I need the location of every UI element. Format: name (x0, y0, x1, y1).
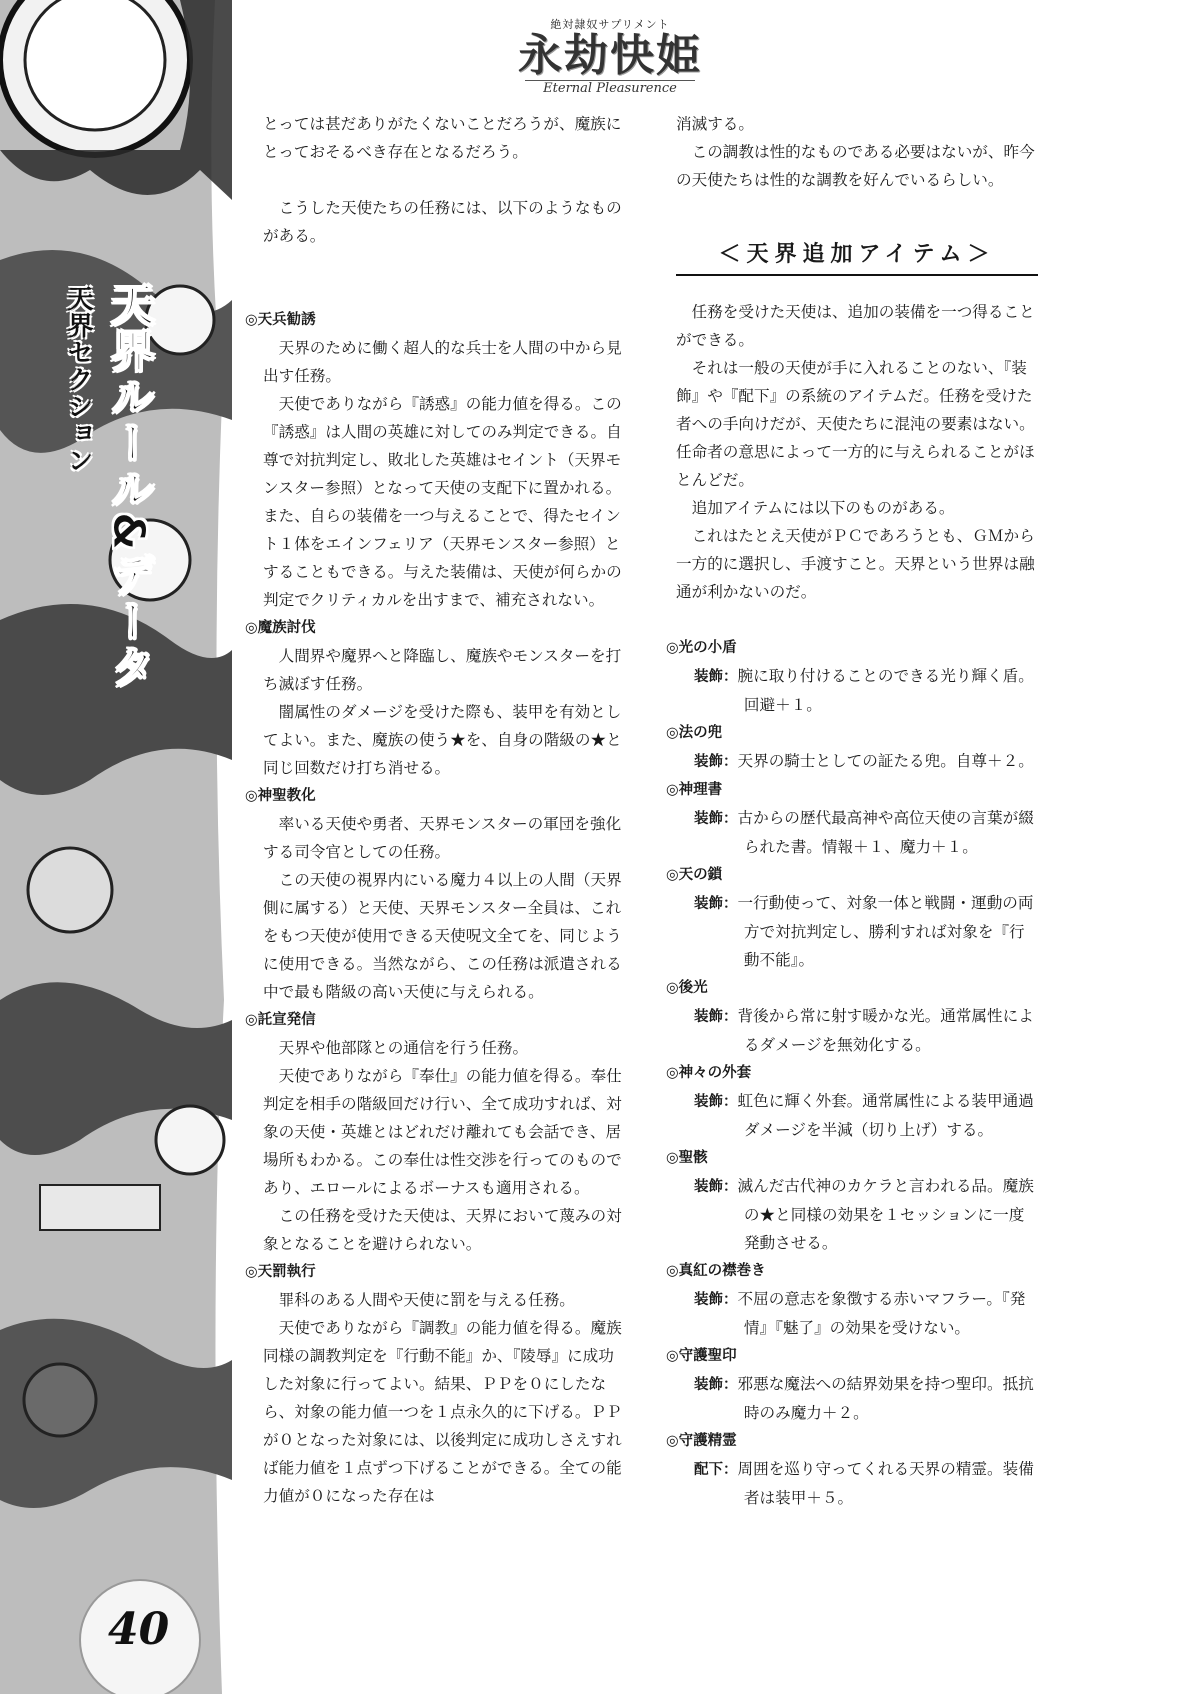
mission-heading: ◎神聖教化 (245, 788, 316, 804)
item-description: 邪悪な魔法への結界効果を持つ聖印。抵抗時のみ魔力＋２。 (737, 1375, 1034, 1422)
item-entry (666, 1427, 1038, 1512)
sidebar-section-title: 天界ルール&データ (103, 282, 154, 691)
mission-heading: ◎天罰執行 (245, 1264, 316, 1280)
item-name: ◎守護聖印 (666, 1348, 737, 1364)
item-name: ◎守護精霊 (666, 1433, 737, 1449)
item-name: ◎神理書 (666, 782, 723, 798)
item-type: 装飾： (694, 669, 738, 685)
mission-paragraph: 罪科のある人間や天使に罰を与える任務。 (278, 1291, 575, 1309)
item-entry (666, 1257, 1038, 1342)
items-intro: 任務を受けた天使は、追加の装備を一つ得ることができる。 (676, 303, 1035, 349)
item-type: 装飾： (694, 811, 738, 827)
mission-paragraph: 率いる天使や勇者、天界モンスターの軍団を強化する司令官としての任務。 (263, 815, 622, 861)
item-description: 腕に取り付けることのできる光り輝く盾。回避＋１。 (737, 667, 1034, 714)
item-name: ◎神々の外套 (666, 1065, 752, 1081)
mission-paragraph: この天使の視界内にいる魔力４以上の人間（天界側に属する）と天使、天界モンスター全員は、これをもつ天使が使用できる天使呪文全てを、同じように使用できる。当然ながら、この任務は派遣される中で最も階級の高い天使に与えられる。 (263, 871, 622, 1001)
mission-paragraph: 天使でありながら『奉仕』の能力値を得る。奉仕判定を相手の階級回だけ行い、全て成功すれば、対象の天使・英雄とはどれだけ離れても会話でき、居場所もわかる。この奉仕は性交渉を行ってのものであり、エロールによるボーナスも適用される。 (263, 1067, 622, 1197)
item-description: 古からの歴代最高神や高位天使の言葉が綴られた書。情報＋１、魔力＋１。 (737, 809, 1034, 856)
page-number: 40 (108, 1604, 170, 1655)
item-description: 一行動使って、対象一体と戦闘・運動の両方で対抗判定し、勝利すれば対象を『行動不能』。 (737, 894, 1034, 969)
item-name: ◎聖骸 (666, 1150, 708, 1166)
product-logo (505, 18, 715, 102)
item-entry (666, 1059, 1038, 1144)
intro-paragraph: とっては甚だありがたくないことだろうが、魔族にとっておそるべき存在となるだろう。 (263, 115, 622, 161)
item-entry (666, 719, 1038, 776)
mission-heading: ◎託宣発信 (245, 1012, 316, 1028)
mission-paragraph: 天使でありながら『調教』の能力値を得る。魔族同様の調教判定を『行動不能』か、『陵辱』に成功した対象に行ってよい。結果、ＰＰを０にしたなら、対象の能力値一つを１点永久的に下げる。ＰＰが０となった対象には、以後判定に成功しさえすれば能力値を１点ずつ下げることができる。全ての能力値が０になった存在は (263, 1319, 622, 1505)
logo-subtitle: Eternal Pleasurence (525, 80, 695, 97)
mission-paragraph: 人間界や魔界へと降臨し、魔族やモンスターを打ち滅ぼす任務。 (263, 647, 622, 693)
mission-heading: ◎天兵勧誘 (245, 312, 316, 328)
left-column (245, 110, 625, 1510)
item-entry (666, 974, 1038, 1059)
item-name: ◎法の兜 (666, 725, 723, 741)
item-entry (666, 1144, 1038, 1257)
intro-paragraph: こうした天使たちの任務には、以下のようなものがある。 (263, 199, 622, 245)
item-entry (666, 1342, 1038, 1427)
items-intro: これはたとえ天使がＰＣであろうとも、ＧＭから一方的に選択し、手渡すこと。天界という世界は融通が利かないのだ。 (676, 527, 1035, 601)
item-type: 装飾： (694, 1179, 738, 1195)
item-name: ◎後光 (666, 980, 708, 996)
right-column (666, 110, 1038, 1512)
item-name: ◎光の小盾 (666, 640, 737, 656)
items-intro: 追加アイテムには以下のものがある。 (691, 499, 955, 517)
sidebar-artwork (0, 0, 232, 1694)
mission-paragraph: 天界のために働く超人的な兵士を人間の中から見出す任務。 (263, 339, 622, 385)
item-type: 装飾： (694, 1377, 738, 1393)
item-description: 背後から常に射す暖かな光。通常属性によるダメージを無効化する。 (737, 1007, 1034, 1054)
items-intro: それは一般の天使が手に入れることのない、『装飾』や『配下』の系統のアイテムだ。任務を受けた者への手向けだが、天使たちに混沌の要素はない。任命者の意思によって一方的に与えられることがほとんどだ。 (676, 359, 1035, 489)
item-type: 配下： (694, 1462, 738, 1478)
mission-heading: ◎魔族討伐 (245, 620, 316, 636)
item-entry (666, 861, 1038, 974)
continuation-paragraph: この調教は性的なものである必要はないが、昨今の天使たちは性的な調教を好んでいるらしい。 (676, 143, 1035, 189)
item-description: 天界の騎士としての証たる兜。自尊＋２。 (737, 752, 1034, 770)
item-type: 装飾： (694, 896, 738, 912)
item-entry (666, 776, 1038, 861)
continuation-text: 消滅する。 (676, 115, 754, 133)
mission-paragraph: 天使でありながら『誘惑』の能力値を得る。この『誘惑』は人間の英雄に対してのみ判定できる。自尊で対抗判定し、敗北した英雄はセイント（天界モンスター参照）となって天使の支配下に置かれる。また、自らの装備を一つ与えることで、得たセイント１体をエインフェリア（天界モンスター参照）とすることもできる。与えた装備は、天使が何らかの判定でクリティカルを出すまで、補充されない。 (263, 395, 622, 609)
mission-paragraph: 闇属性のダメージを受けた際も、装甲を有効としてよい。また、魔族の使う★を、自身の階級の★と同じ回数だけ打ち消せる。 (263, 703, 622, 777)
item-description: 周囲を巡り守ってくれる天界の精霊。装備者は装甲＋５。 (737, 1460, 1034, 1507)
mission-paragraph: この任務を受けた天使は、天界において蔑みの対象となることを避けられない。 (263, 1207, 622, 1253)
section-title: ＜天界追加アイテム＞ (676, 238, 1038, 276)
mission-paragraph: 天界や他部隊との通信を行う任務。 (278, 1039, 529, 1057)
sidebar-illustration (0, 0, 232, 1694)
item-description: 不屈の意志を象徴する赤いマフラー。『発情』『魅了』の効果を受けない。 (737, 1290, 1026, 1337)
item-type: 装飾： (694, 1292, 738, 1308)
item-description: 虹色に輝く外套。通常属性による装甲通過ダメージを半減（切り上げ）する。 (737, 1092, 1034, 1139)
item-type: 装飾： (694, 1094, 738, 1110)
item-name: ◎真紅の襟巻き (666, 1263, 766, 1279)
item-name: ◎天の鎖 (666, 867, 723, 883)
item-description: 滅んだ古代神のカケラと言われる品。魔族の★と同様の効果を１セッションに一度発動させる。 (737, 1177, 1034, 1252)
item-entry (666, 634, 1038, 719)
logo-tagline: 絶対隷奴サプリメント (550, 18, 670, 31)
sidebar-section-subtitle: 天界セクション (63, 285, 93, 474)
item-type: 装飾： (694, 754, 738, 770)
item-type: 装飾： (694, 1009, 738, 1025)
logo-title: 永劫快姫 (518, 30, 702, 81)
